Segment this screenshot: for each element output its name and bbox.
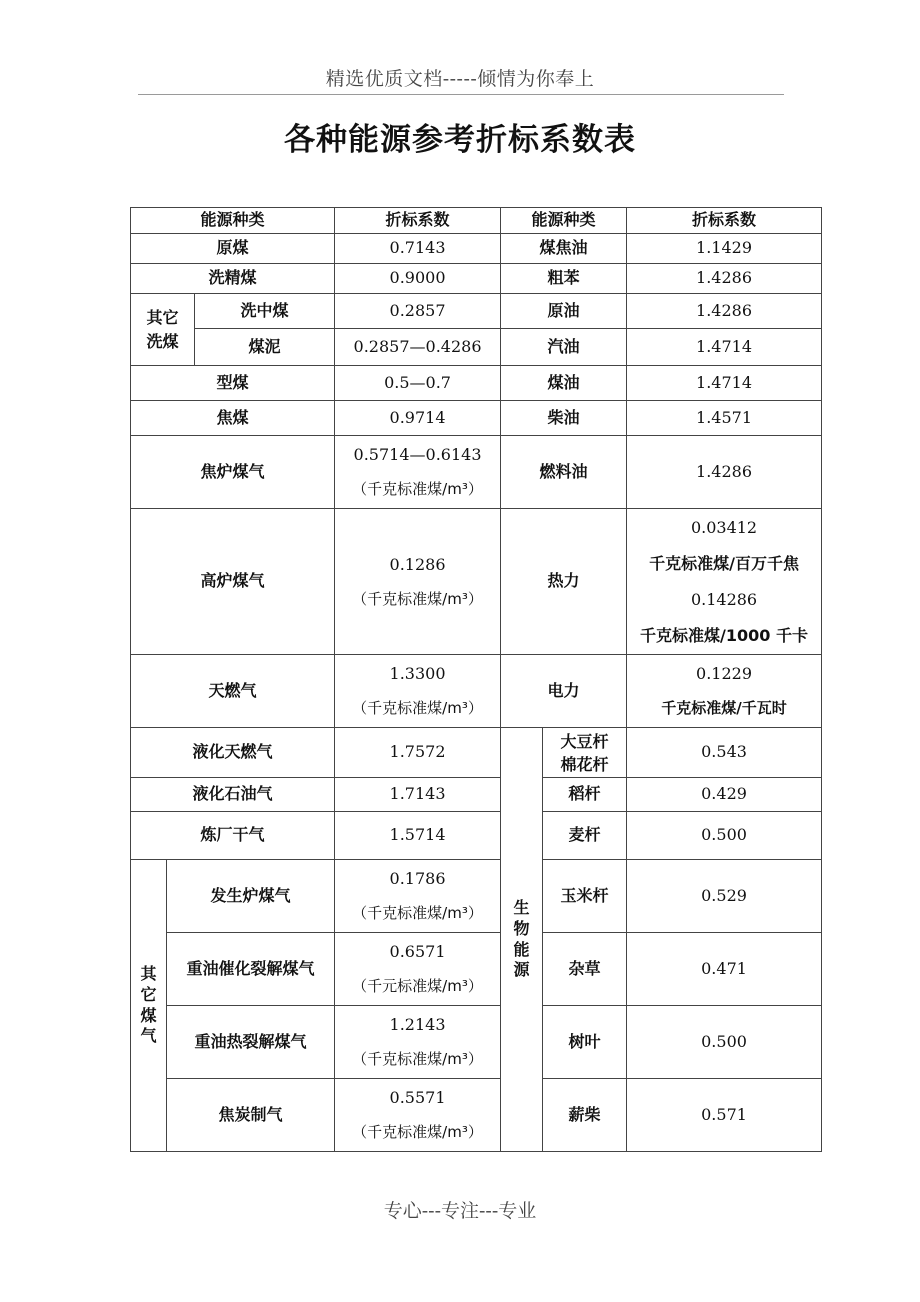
coefficient-unit: （千克标准煤/m³） [352, 699, 483, 717]
energy-coefficient-table [130, 207, 822, 1152]
table-row [131, 778, 822, 812]
energy-name: 电力 [501, 655, 627, 728]
header-cell: 折标系数 [627, 208, 822, 234]
coefficient-value: 0.7143 [335, 234, 501, 264]
header-cell: 能源种类 [131, 208, 335, 234]
coefficient-value: 0.9000 [335, 264, 501, 294]
coefficient-value [335, 1006, 501, 1079]
coefficient-value: 0.529 [627, 860, 822, 933]
coefficient-value [335, 860, 501, 933]
energy-name: 原油 [501, 294, 627, 329]
energy-name: 发生炉煤气 [167, 860, 335, 933]
header-rule [138, 94, 784, 95]
energy-name: 液化石油气 [131, 778, 335, 812]
table-row [131, 812, 822, 860]
table-row [131, 509, 822, 655]
energy-name: 原煤 [131, 234, 335, 264]
coefficient-unit: 千克标准煤/1000 千卡 [640, 625, 808, 645]
coefficient-value: 0.500 [627, 1006, 822, 1079]
coefficient-value: 1.4714 [627, 366, 822, 401]
table-row [131, 234, 822, 264]
table-row [131, 264, 822, 294]
energy-name: 煤油 [501, 366, 627, 401]
energy-name: 煤焦油 [501, 234, 627, 264]
table-row [131, 436, 822, 509]
table-row [131, 294, 822, 329]
energy-name: 杂草 [543, 933, 627, 1006]
coefficient-value: 1.4714 [627, 329, 822, 366]
coefficient-value: 1.4286 [627, 436, 822, 509]
coefficient-value: 0.429 [627, 778, 822, 812]
coefficient-value [335, 655, 501, 728]
coefficient-value: 1.5714 [335, 812, 501, 860]
coefficient-value: 0.500 [627, 812, 822, 860]
coefficient-value: 0.2857—0.4286 [335, 329, 501, 366]
coefficient-value: 0.471 [627, 933, 822, 1006]
coefficient-value [335, 1079, 501, 1152]
coefficient-unit: （千元标准煤/m³） [352, 977, 483, 995]
coefficient-unit: 千克标准煤/百万千焦 [649, 553, 799, 573]
table-row [131, 1006, 822, 1079]
coefficient-number: 0.14286 [690, 589, 758, 609]
energy-name: 燃料油 [501, 436, 627, 509]
energy-name: 洗精煤 [131, 264, 335, 294]
energy-name: 粗苯 [501, 264, 627, 294]
coefficient-number: 0.5571 [389, 1088, 446, 1107]
energy-name: 热力 [501, 509, 627, 655]
energy-name: 树叶 [543, 1006, 627, 1079]
energy-name: 煤泥 [195, 329, 335, 366]
energy-name: 柴油 [501, 401, 627, 436]
energy-name: 天燃气 [131, 655, 335, 728]
coefficient-unit: （千克标准煤/m³） [352, 1050, 483, 1068]
other-washed-coal-group: 其它 洗煤 [131, 294, 195, 366]
coefficient-unit: 千克标准煤/千瓦时 [661, 699, 787, 717]
coefficient-value: 1.1429 [627, 234, 822, 264]
bio-energy-group: 生 物 能 源 [501, 728, 543, 1152]
coefficient-value: 0.5—0.7 [335, 366, 501, 401]
table-row [131, 401, 822, 436]
energy-name: 重油热裂解煤气 [167, 1006, 335, 1079]
coefficient-number: 0.03412 [690, 517, 758, 537]
energy-name: 焦煤 [131, 401, 335, 436]
coefficient-value: 1.7143 [335, 778, 501, 812]
energy-name: 重油催化裂解煤气 [167, 933, 335, 1006]
table-row [131, 1079, 822, 1152]
coefficient-number: 0.1229 [696, 664, 753, 683]
energy-name: 大豆杆 棉花杆 [543, 728, 627, 778]
table-row [131, 366, 822, 401]
energy-name: 洗中煤 [195, 294, 335, 329]
coefficient-value [335, 436, 501, 509]
energy-name: 焦炉煤气 [131, 436, 335, 509]
table-row [131, 655, 822, 728]
other-gas-group: 其 它 煤 气 [131, 860, 167, 1152]
coefficient-value: 0.571 [627, 1079, 822, 1152]
energy-name: 液化天燃气 [131, 728, 335, 778]
coefficient-unit: （千克标准煤/m³） [352, 904, 483, 922]
header-cell: 能源种类 [501, 208, 627, 234]
coefficient-unit: （千克标准煤/m³） [352, 589, 483, 608]
coefficient-number: 1.2143 [389, 1015, 446, 1034]
coefficient-value: 0.543 [627, 728, 822, 778]
coefficient-number: 1.3300 [389, 664, 446, 683]
energy-name: 型煤 [131, 366, 335, 401]
energy-name: 薪柴 [543, 1079, 627, 1152]
coefficient-value [335, 933, 501, 1006]
energy-name: 玉米杆 [543, 860, 627, 933]
energy-name: 高炉煤气 [131, 509, 335, 655]
energy-name: 稻杆 [543, 778, 627, 812]
page-footer-text: 专心---专注---专业 [383, 1200, 537, 1222]
page-header-text: 精选优质文档-----倾情为你奉上 [325, 68, 595, 90]
coefficient-value [627, 655, 822, 728]
coefficient-value: 1.4286 [627, 264, 822, 294]
coefficient-value [627, 509, 822, 655]
energy-name: 焦炭制气 [167, 1079, 335, 1152]
coefficient-number: 0.1286 [389, 554, 446, 574]
coefficient-value: 1.4571 [627, 401, 822, 436]
energy-name: 炼厂干气 [131, 812, 335, 860]
coefficient-unit: （千克标准煤/m³） [352, 1123, 483, 1141]
table-row [131, 933, 822, 1006]
coefficient-value: 1.7572 [335, 728, 501, 778]
table-row [131, 860, 822, 933]
coefficient-value: 1.4286 [627, 294, 822, 329]
coefficient-value [335, 509, 501, 655]
page-title: 各种能源参考折标系数表 [284, 122, 636, 158]
coefficient-value: 0.2857 [335, 294, 501, 329]
energy-name: 汽油 [501, 329, 627, 366]
energy-name: 麦杆 [543, 812, 627, 860]
coefficient-unit: （千克标准煤/m³） [352, 480, 483, 498]
header-cell: 折标系数 [335, 208, 501, 234]
coefficient-number: 0.6571 [389, 942, 446, 961]
table-row [131, 329, 822, 366]
coefficient-number: 0.1786 [389, 869, 446, 888]
table-row [131, 728, 822, 778]
coefficient-number: 0.5714—0.6143 [353, 445, 482, 464]
table-header-row [131, 208, 822, 234]
coefficient-value: 0.9714 [335, 401, 501, 436]
